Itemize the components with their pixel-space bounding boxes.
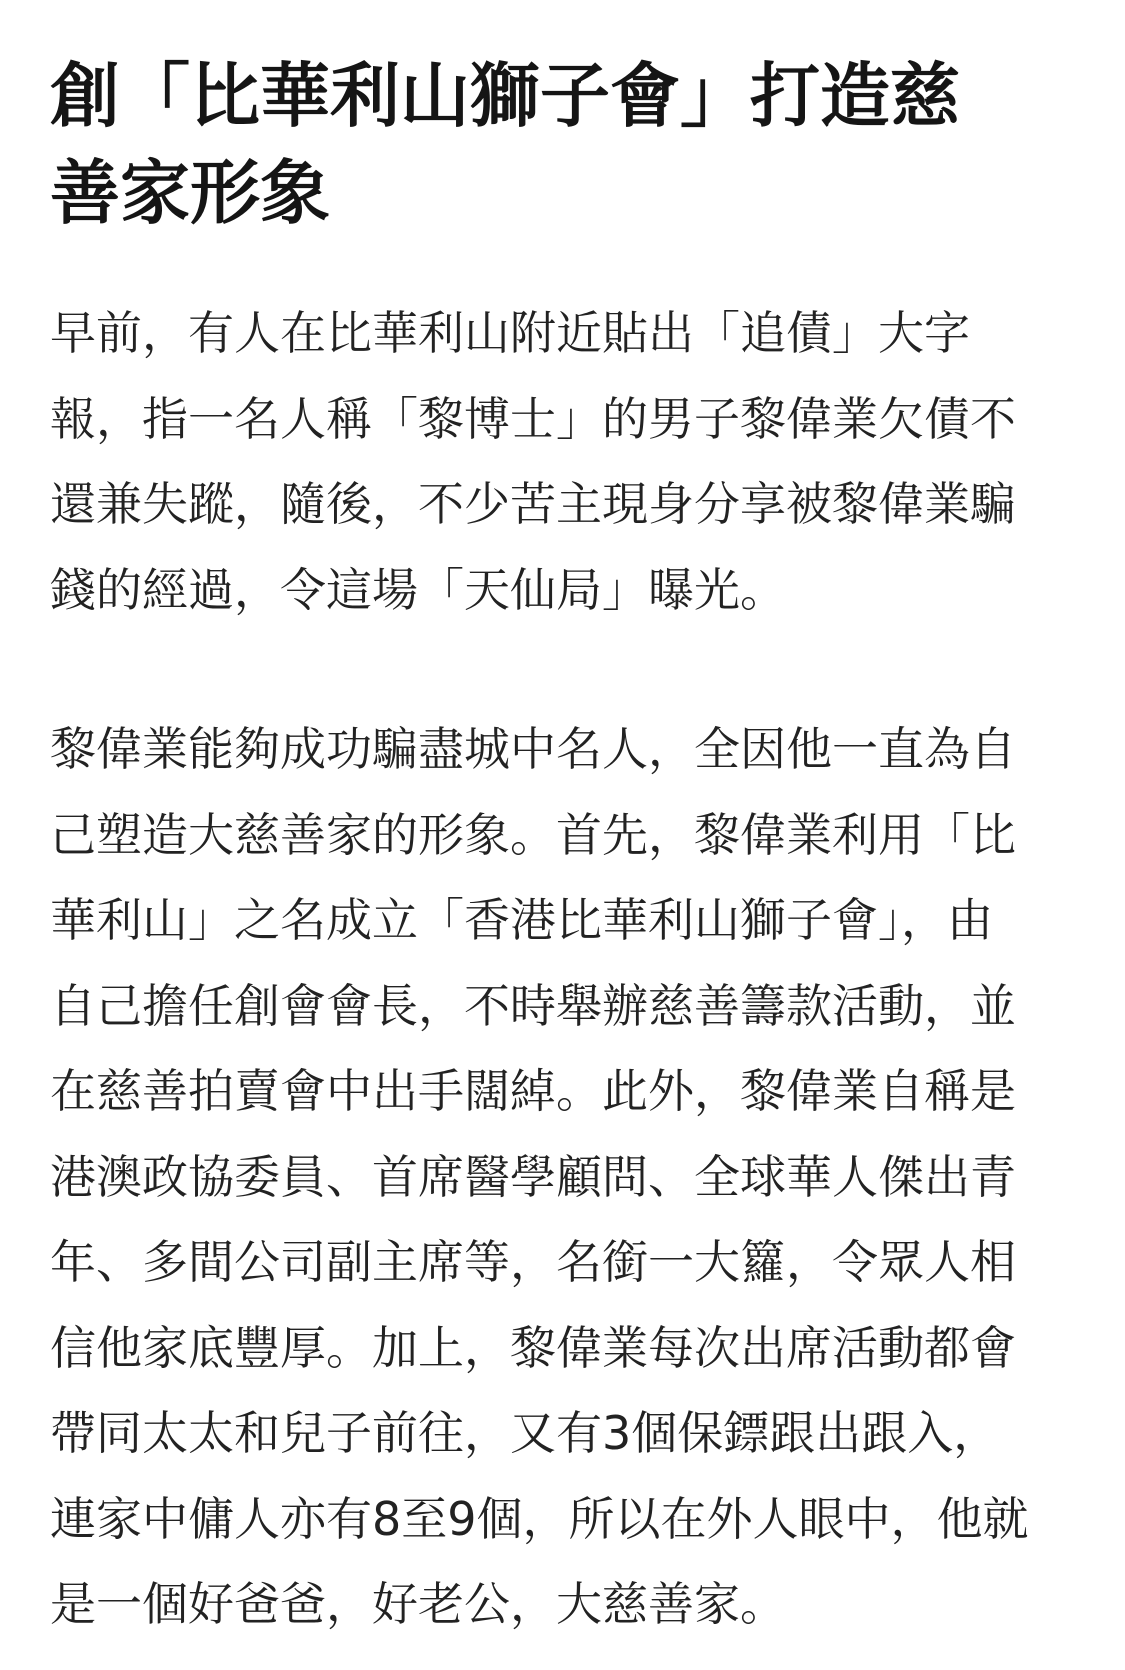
paragraph-line: 己塑造大慈善家的形象。首先，黎偉業利用「比 (50, 807, 1016, 862)
paragraph-line: 連家中傭人亦有8至9個，所以在外人眼中，他就 (50, 1491, 1029, 1546)
paragraph-line: 自己擔任創會會長，不時舉辦慈善籌款活動，並 (50, 978, 1016, 1033)
paragraph-line: 在慈善拍賣會中出手闊綽。此外，黎偉業自稱是 (50, 1064, 1016, 1118)
paragraph-line: 華利山」之名成立「香港比華利山獅子會」，由 (50, 893, 993, 947)
paragraph-line: 年、多間公司副主席等，名銜一大籮，令眾人相 (50, 1235, 1016, 1289)
paragraph-line: 帶同太太和兒子前往，又有3個保鏢跟出跟入， (50, 1406, 1000, 1460)
paragraph-line: 信他家底豐厚。加上，黎偉業每次出席活動都會 (50, 1320, 1016, 1375)
paragraph-line: 是一個好爸爸，好老公，大慈善家。 (50, 1577, 786, 1631)
paragraph-line: 錢的經過，令這場「天仙局」曝光。 (50, 562, 786, 617)
article-headline (50, 48, 1079, 242)
paragraph-line: 黎偉業能夠成功騙盡城中名人，全因他一直為自 (50, 722, 1016, 776)
headline-line: 創「比華利山獅子會」打造慈 (50, 55, 960, 137)
paragraph-line: 港澳政協委員、首席醫學顧問、全球華人傑出青 (50, 1149, 1016, 1204)
article-paragraph-2 (50, 707, 1079, 1648)
paragraph-line: 報，指一名人稱「黎博士」的男子黎偉業欠債不 (50, 391, 1016, 446)
article-paragraph-1 (50, 291, 1079, 633)
paragraph-line: 早前，有人在比華利山附近貼出「追債」大字 (50, 306, 970, 360)
paragraph-line: 還兼失蹤，隨後，不少苦主現身分享被黎偉業騙 (50, 477, 1016, 531)
headline-line: 善家形象 (50, 152, 330, 234)
